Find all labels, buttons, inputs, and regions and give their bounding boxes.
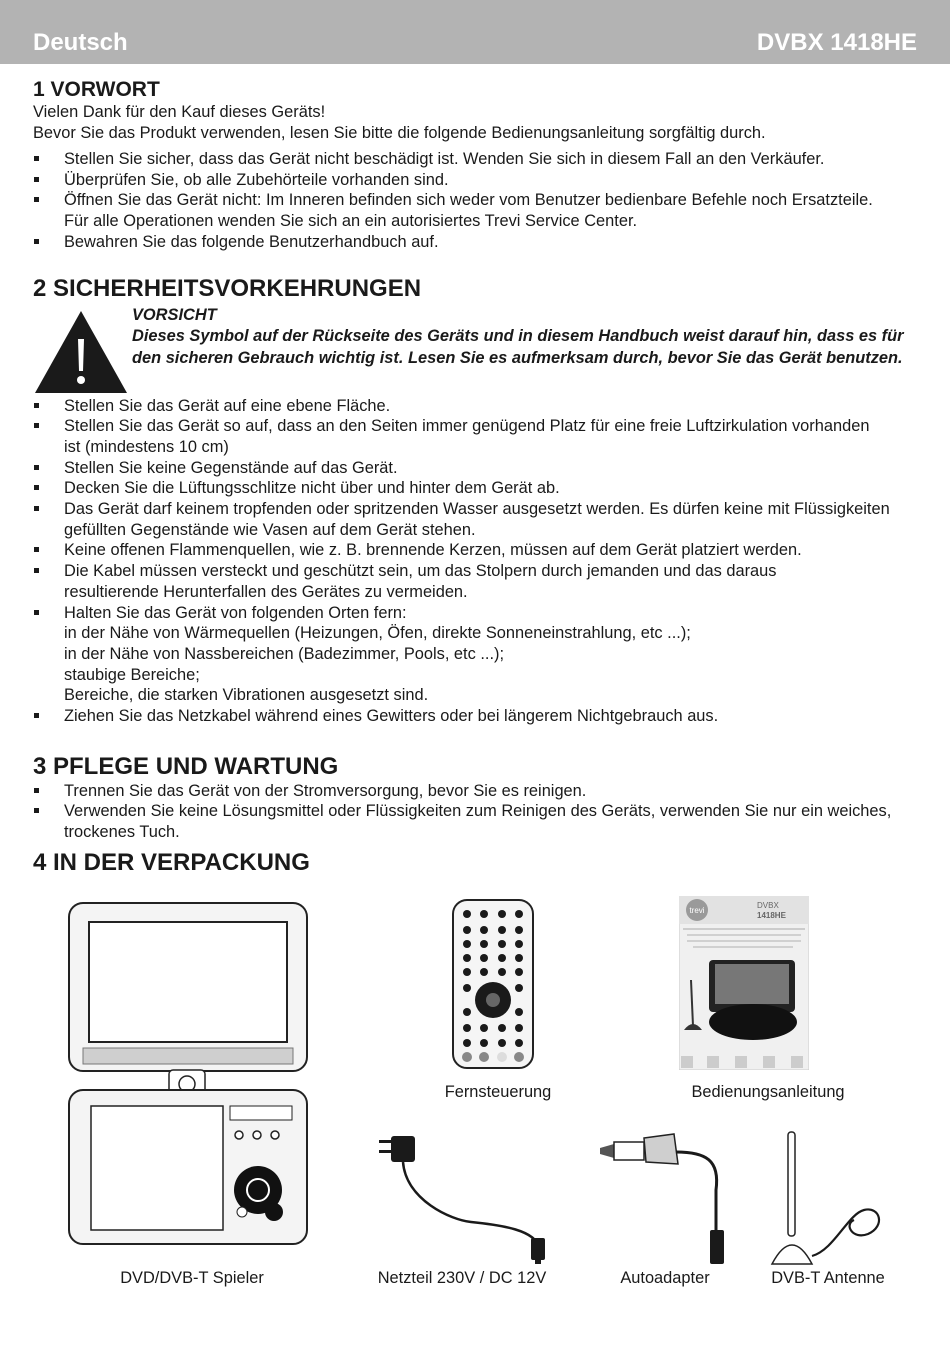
section-1-list (33, 149, 913, 253)
caption-remote: Fernsteuerung (444, 1083, 552, 1101)
remote-control-image (451, 898, 535, 1070)
car-adapter-image (596, 1130, 736, 1270)
caption-player: DVD/DVB-T Spieler (120, 1269, 264, 1287)
caution-title: VORSICHT (132, 305, 217, 324)
list-item: Das Gerät darf keinem tropfenden oder spritzenden Wasser ausgesetzt werden. Es dürfen keine mit Flüssigkeiten gefüllten Gegenstände wie Vasen auf dem Gerät stehen. (33, 499, 913, 540)
caption-manual: Bedienungsanleitung (691, 1083, 845, 1101)
warning-triangle-icon (33, 309, 129, 395)
power-adapter-image (371, 1130, 551, 1268)
caption-antenna: DVB-T Antenne (771, 1269, 885, 1287)
list-item: Ziehen Sie das Netzkabel während eines Gewitters oder bei längerem Nichtgebrauch aus. (33, 706, 913, 727)
antenna-image (768, 1130, 888, 1270)
list-item: Öffnen Sie das Gerät nicht: Im Inneren befinden sich weder vom Benutzer bedienbare Befehle noch Ersatzteile. Für alle Operationen wenden Sie sich an ein autorisiertes Trevi Service Center. (33, 190, 913, 231)
caption-car: Autoadapter (620, 1269, 710, 1287)
manual-model-line-1: DVBX (757, 901, 779, 910)
list-item: Überprüfen Sie, ob alle Zubehörteile vorhanden sind. (33, 170, 913, 191)
places-intro: Halten Sie das Gerät von folgenden Orten fern: (64, 603, 407, 622)
caption-adapter: Netzteil 230V / DC 12V (377, 1269, 547, 1287)
section-2-last (33, 706, 913, 727)
page-content (33, 78, 913, 877)
section-3-title: 3 PFLEGE UND WARTUNG (33, 752, 339, 780)
list-item: Bewahren Sie das folgende Benutzerhandbuch auf. (33, 232, 913, 253)
section-2-title: 2 SICHERHEITSVORKEHRUNGEN (33, 274, 422, 302)
manual-image (679, 896, 809, 1070)
places-list (33, 623, 913, 706)
intro-line-2: Bevor Sie das Produkt verwenden, lesen Sie bitte die folgende Bedienungsanleitung sorgfältig durch. (33, 123, 766, 142)
list-item: Verwenden Sie keine Lösungsmittel oder Flüssigkeiten zum Reinigen des Geräts, verwenden Sie nur ein weiches, trockenes Tuch. (33, 801, 913, 842)
list-item: Stellen Sie sicher, dass das Gerät nicht beschädigt ist. Wenden Sie sich in diesem Fall an den Verkäufer. (33, 149, 913, 170)
section-3-list (33, 781, 913, 843)
section-1-title: 1 VORWORT (33, 78, 160, 101)
list-item: Decken Sie die Lüftungsschlitze nicht über und hinter dem Gerät ab. (33, 478, 913, 499)
page-header (0, 0, 950, 64)
list-item: Stellen Sie das Gerät so auf, dass an den Seiten immer genügend Platz für eine freie Luftzirkulation vorhanden ist (mindestens 10 cm) (33, 416, 913, 457)
intro-line-1: Vielen Dank für den Kauf dieses Geräts! (33, 103, 326, 121)
list-item: Stellen Sie keine Gegenstände auf das Gerät. (33, 458, 913, 479)
header-model: DVBX 1418HE (756, 29, 917, 56)
caution-text: Dieses Symbol auf der Rückseite des Geräts und in diesem Handbuch weist darauf hin, dass es für den sicheren Gebrauch wichtig ist. Lesen Sie es aufmerksam durch, bevor Sie das Gerät benutzen. (132, 327, 904, 367)
header-language: Deutsch (33, 29, 128, 56)
list-item: Keine offenen Flammenquellen, wie z. B. brennende Kerzen, müssen auf dem Gerät platziert werden. (33, 540, 913, 561)
place-item: Bereiche, die starken Vibrationen ausgesetzt sind. (64, 686, 429, 705)
caution-text-block (132, 305, 922, 370)
caution-block (33, 305, 913, 393)
section-4-title: 4 IN DER VERPACKUNG (33, 848, 310, 876)
place-item: in der Nähe von Wärmequellen (Heizungen, Öfen, direkte Sonneneinstrahlung, etc ...); (64, 624, 691, 643)
list-item (33, 603, 913, 624)
manual-model-line-2: 1418HE (757, 911, 786, 920)
list-item: Stellen Sie das Gerät auf eine ebene Fläche. (33, 396, 913, 417)
list-item: Trennen Sie das Gerät von der Stromversorgung, bevor Sie es reinigen. (33, 781, 913, 802)
dvd-player-image (64, 900, 314, 1252)
manual-brand: trevi (689, 906, 705, 915)
section-2-list (33, 396, 913, 624)
place-item: staubige Bereiche; (64, 665, 200, 684)
place-item: in der Nähe von Nassbereichen (Badezimmer, Pools, etc ...); (64, 644, 505, 663)
list-item: Die Kabel müssen versteckt und geschützt sein, um das Stolpern durch jemanden und das daraus resultierende Herunterfallen des Gerätes zu vermeiden. (33, 561, 913, 602)
